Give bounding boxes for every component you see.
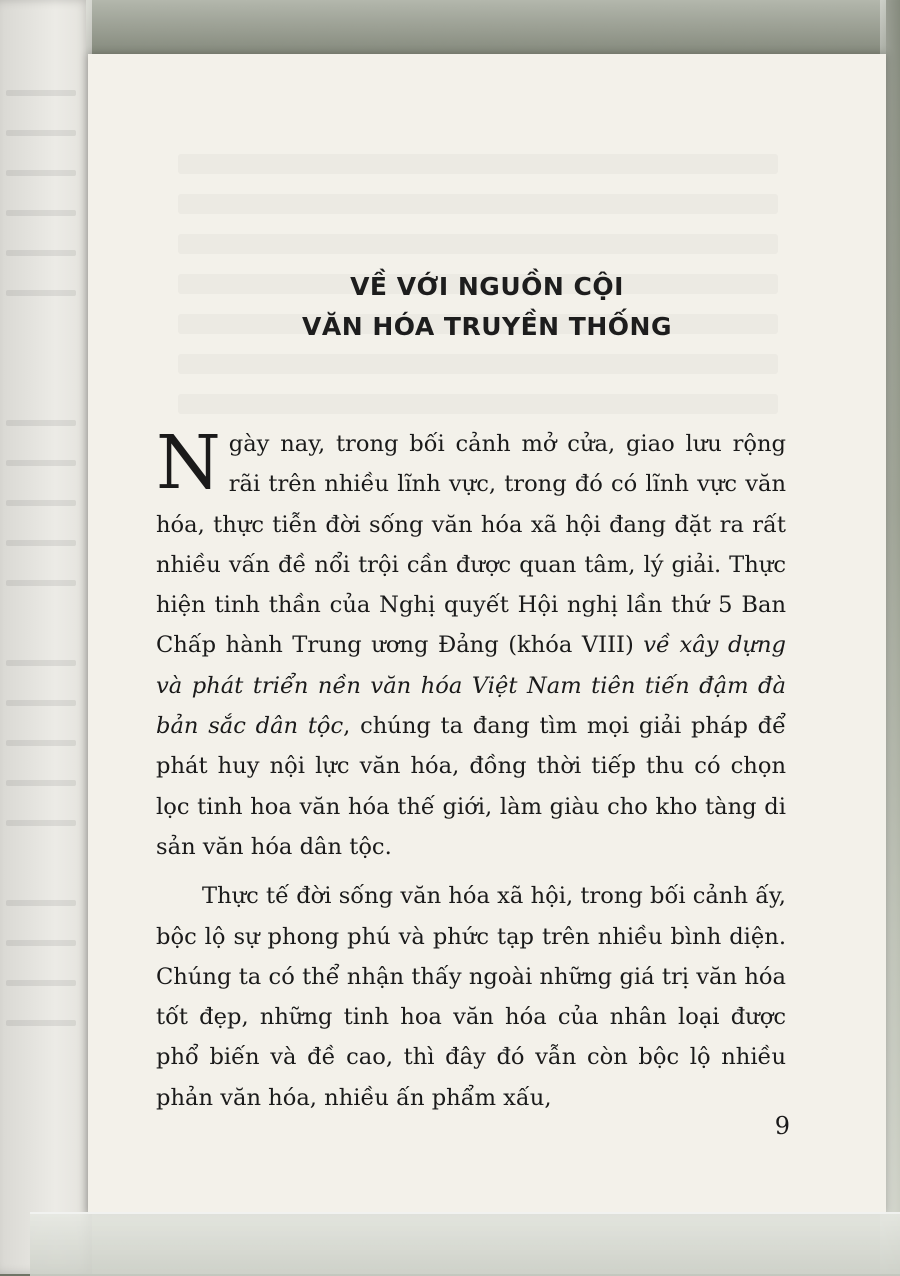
- previous-page: [0, 0, 92, 1274]
- paragraph-1-text: gày nay, trong bối cảnh mở cửa, giao lưu rộng rãi trên nhiều lĩnh vực, trong đó có lĩnh vực văn hóa, thực tiễn đời sống văn hóa xã hội đang đặt ra rất nhiều vấn đề nổi trội cần được quan tâm, lý giải. Thực hiện tinh thần của Nghị quyết Hội nghị lần thứ 5 Ban Chấp hành Trung ương Đảng (khóa VIII): [156, 431, 786, 659]
- paragraph-2: Thực tế đời sống văn hóa xã hội, trong bối cảnh ấy, bộc lộ sự phong phú và phức tạp trên nhiều bình diện. Chúng ta có thể nhận thấy ngoài những giá trị văn hóa tốt đẹp, những tinh hoa văn hóa của nhân loại được phổ biến và đề cao, thì đây đó vẫn còn bộc lộ nhiều phản văn hóa, nhiều ấn phẩm xấu,: [156, 883, 786, 1111]
- chapter-title-line-1: VỀ VỚI NGUỒN CỘI: [350, 272, 624, 301]
- book-page: [88, 54, 886, 1214]
- acrylic-stand-base: [30, 1212, 900, 1276]
- body-text: [156, 420, 786, 1118]
- resolution-title-italic: về xây dựng và phát triển nền văn hóa Việt Nam tiên tiến đậm đà bản sắc dân tộc: [156, 632, 786, 740]
- page-number: 9: [774, 1112, 790, 1140]
- drop-cap: N: [156, 420, 221, 506]
- paragraph-1-text-end: , chúng ta đang tìm mọi giải pháp để phát huy nội lực văn hóa, đồng thời tiếp thu có chọn lọc tinh hoa văn hóa thế giới, làm giàu cho kho tàng di sản văn hóa dân tộc.: [156, 713, 786, 860]
- paragraph-1: [156, 420, 786, 867]
- acrylic-stand-top: [86, 0, 886, 54]
- chapter-title-line-2: VĂN HÓA TRUYỀN THỐNG: [302, 312, 672, 341]
